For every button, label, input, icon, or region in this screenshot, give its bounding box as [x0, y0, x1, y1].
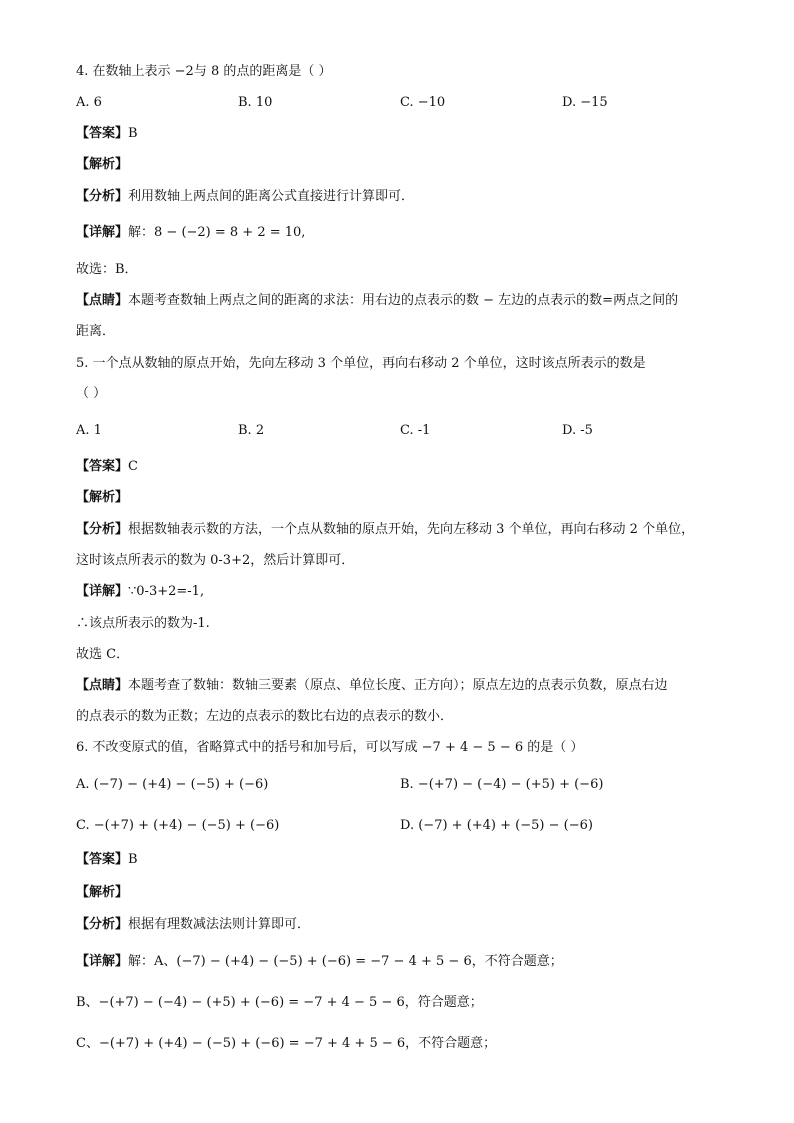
answer-value: B — [128, 126, 138, 141]
q4-stem: 4. 在数轴上表示 −2与 8 的点的距离是（ ） — [76, 64, 332, 79]
q5-therefore-line: ∴该点所表示的数为-1. — [76, 616, 210, 631]
xiangjie-tag: 【详解】 — [76, 225, 129, 240]
q4-xiangjie-line — [76, 224, 305, 242]
fenxi-text: 根据数轴表示数的方法，一个点从数轴的原点开始，先向左移动 3 个单位，再向右移动 2 个单位， — [128, 522, 695, 537]
q5-jiexi-heading: 【解析】 — [76, 490, 129, 505]
answer-tag: 【答案】 — [76, 126, 129, 141]
q6-option-d: D. (−7) + (+4) + (−5) − (−6) — [400, 818, 593, 833]
q5-stem-line-2: （ ） — [76, 386, 107, 401]
q4-option-d: D. −15 — [562, 95, 608, 110]
fenxi-text: 利用数轴上两点间的距离公式直接进行计算即可． — [128, 189, 415, 204]
q4-dianjing-line-1 — [76, 292, 678, 310]
q5-xiangjie-line — [76, 583, 204, 601]
xiangjie-tag: 【详解】 — [76, 954, 129, 969]
fenxi-text: 根据有理数减法法则计算即可． — [128, 917, 311, 932]
q5-dianjing-line-2: 的点表示的数为正数；左边的点表示的数比右边的点表示的数小． — [76, 709, 454, 724]
q4-fenxi-line — [76, 188, 414, 206]
dianjing-tag: 【点睛】 — [76, 678, 129, 693]
q6-option-a: A. (−7) − (+4) − (−5) + (−6) — [76, 777, 269, 792]
q4-jiexi-heading: 【解析】 — [76, 157, 129, 172]
q4-guxuan: 故选：B． — [76, 262, 138, 277]
q4-answer-line — [76, 125, 138, 143]
q5-stem-line-1: 5. 一个点从数轴的原点开始，先向左移动 3 个单位，再向右移动 2 个单位，这时该点所表示的数是 — [76, 356, 646, 371]
q5-fenxi-line-1 — [76, 521, 694, 539]
q4-dianjing-line-2: 距离． — [76, 324, 116, 339]
q6-jiexi-heading: 【解析】 — [76, 885, 129, 900]
answer-value: C — [128, 459, 138, 474]
q5-dianjing-line-1 — [76, 677, 668, 695]
q6-stem: 6. 不改变原式的值，省略算式中的括号和加号后，可以写成 −7 + 4 − 5 − 6 的是（ ） — [76, 740, 584, 755]
q4-option-c: C. −10 — [400, 95, 446, 110]
q6-xiangjie-line-b: B、−(+7) − (−4) − (+5) + (−6) = −7 + 4 − 5 − 6，符合题意； — [76, 995, 483, 1010]
answer-value: B — [128, 852, 138, 867]
q6-xiangjie-line-a — [76, 953, 563, 971]
q4-option-b: B. 10 — [238, 95, 273, 110]
q4-option-a: A. 6 — [76, 95, 102, 110]
xiangjie-text: 解：A、(−7) − (+4) − (−5) + (−6) = −7 − 4 + 5 − 6，不符合题意； — [128, 954, 563, 969]
fenxi-tag: 【分析】 — [76, 522, 129, 537]
q5-answer-line — [76, 458, 138, 476]
xiangjie-tag: 【详解】 — [76, 584, 129, 599]
answer-tag: 【答案】 — [76, 852, 129, 867]
fenxi-tag: 【分析】 — [76, 917, 129, 932]
q5-guxuan: 故选 C． — [76, 647, 130, 662]
q6-option-c: C. −(+7) + (+4) − (−5) + (−6) — [76, 818, 280, 833]
fenxi-tag: 【分析】 — [76, 189, 129, 204]
answer-tag: 【答案】 — [76, 459, 129, 474]
dianjing-text: 本题考查数轴上两点之间的距离的求法：用右边的点表示的数 − 左边的点表示的数=两点之间的 — [128, 293, 679, 308]
q6-fenxi-line — [76, 916, 310, 934]
q6-answer-line — [76, 851, 138, 869]
q6-xiangjie-line-c: C、−(+7) + (+4) − (−5) + (−6) = −7 + 4 + 5 − 6，不符合题意； — [76, 1036, 497, 1051]
q5-option-a: A. 1 — [76, 423, 102, 438]
q5-option-c: C. -1 — [400, 423, 431, 438]
q5-option-d: D. -5 — [562, 423, 593, 438]
xiangjie-text: ∵0-3+2=-1, — [128, 584, 205, 599]
q5-fenxi-line-2: 这时该点所表示的数为 0-3+2，然后计算即可． — [76, 553, 355, 568]
q5-option-b: B. 2 — [238, 423, 265, 438]
dianjing-text: 本题考查了数轴：数轴三要素（原点、单位长度、正方向）；原点左边的点表示负数，原点右边 — [128, 678, 668, 693]
dianjing-tag: 【点睛】 — [76, 293, 129, 308]
q6-option-b: B. −(+7) − (−4) − (+5) + (−6) — [400, 777, 604, 792]
xiangjie-text: 解：8 − (−2) = 8 + 2 = 10, — [128, 225, 306, 240]
